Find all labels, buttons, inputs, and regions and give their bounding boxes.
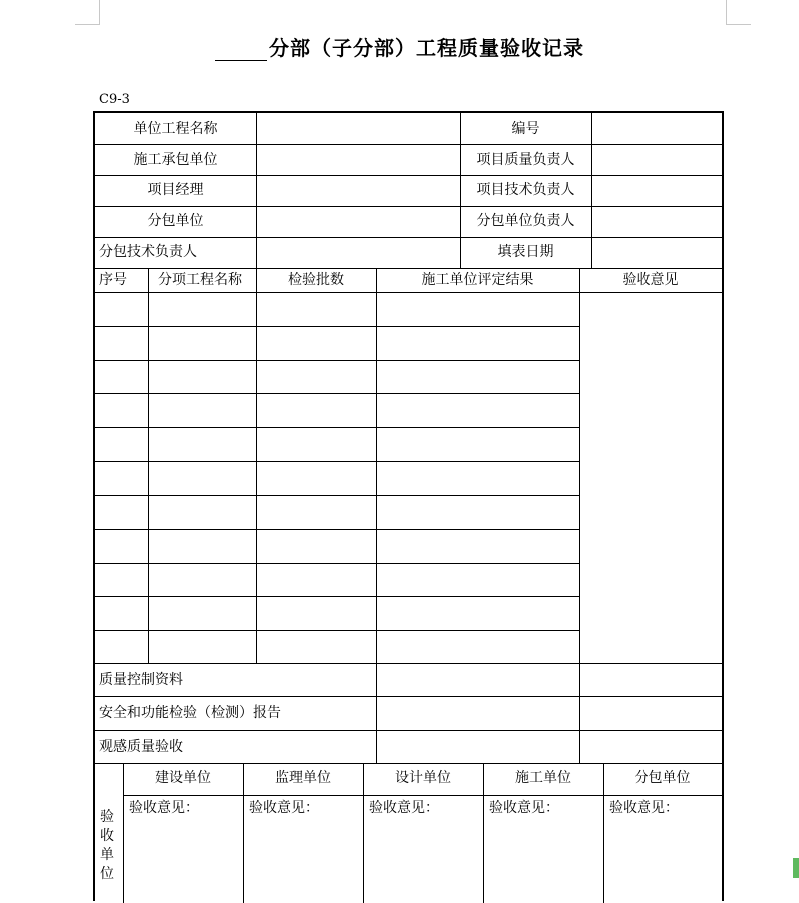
side-char: 收 [100, 828, 114, 844]
form-table [93, 111, 724, 901]
title-blank-underline [215, 42, 267, 61]
column-header: 序号 [99, 272, 127, 288]
col-line [148, 268, 149, 663]
row-line [95, 393, 579, 394]
row-line [95, 175, 722, 176]
row-line [95, 529, 579, 530]
row-line [95, 144, 722, 145]
side-char: 单 [100, 847, 114, 863]
header-label: 编号 [511, 121, 540, 137]
acceptance-unit: 施工单位 [515, 770, 571, 786]
page-corner-marker [75, 0, 100, 25]
opinion-label: 验收意见： [129, 800, 199, 816]
header-label: 分包技术负责人 [99, 244, 197, 260]
row-line [95, 360, 579, 361]
header-label: 填表日期 [497, 244, 554, 260]
column-header: 分项工程名称 [158, 272, 242, 288]
col-line [591, 113, 592, 268]
page-corner-marker [726, 0, 751, 25]
header-label: 项目经理 [147, 182, 204, 198]
acceptance-side-label [93, 808, 121, 884]
row-line [95, 596, 579, 597]
header-label: 分包单位 [147, 213, 204, 229]
row-line [95, 427, 579, 428]
row-line [95, 663, 722, 664]
opinion-label: 验收意见： [369, 800, 439, 816]
col-line [579, 268, 580, 763]
row-line [123, 795, 722, 796]
opinion-label: 验收意见： [249, 800, 319, 816]
column-header: 检验批数 [288, 272, 344, 288]
acceptance-unit: 设计单位 [395, 770, 451, 786]
row-line [95, 730, 722, 731]
acceptance-unit: 监理单位 [275, 770, 331, 786]
row-line [95, 326, 579, 327]
document-title [0, 32, 799, 61]
row-line [95, 237, 722, 238]
column-header: 验收意见 [622, 272, 679, 288]
row-line [95, 696, 722, 697]
header-label: 单位工程名称 [133, 121, 218, 137]
header-label: 项目技术负责人 [476, 182, 575, 198]
row-line [95, 268, 722, 269]
title-text: 分部（子分部）工程质量验收记录 [269, 36, 584, 60]
row-line [95, 206, 722, 207]
check-row-label: 观感质量验收 [99, 739, 183, 755]
form-code: C9-3 [99, 92, 130, 107]
row-line [95, 461, 579, 462]
col-line [256, 113, 257, 268]
col-line [256, 268, 257, 663]
check-row-label: 安全和功能检验（检测）报告 [99, 705, 281, 721]
header-label: 项目质量负责人 [476, 152, 575, 168]
row-line [95, 563, 579, 564]
row-line [95, 763, 722, 764]
side-char: 位 [100, 866, 114, 882]
row-line [95, 292, 722, 293]
col-line [376, 268, 377, 763]
header-label: 施工承包单位 [133, 152, 218, 168]
acceptance-unit: 建设单位 [155, 770, 211, 786]
row-line [95, 495, 579, 496]
scroll-indicator [793, 858, 799, 878]
header-label: 分包单位负责人 [476, 213, 575, 229]
opinion-label: 验收意见： [609, 800, 679, 816]
column-header: 施工单位评定结果 [421, 272, 534, 288]
opinion-label: 验收意见： [489, 800, 559, 816]
side-char: 验 [100, 809, 114, 825]
row-line [95, 630, 579, 631]
check-row-label: 质量控制资料 [99, 672, 183, 688]
acceptance-unit: 分包单位 [634, 770, 691, 786]
